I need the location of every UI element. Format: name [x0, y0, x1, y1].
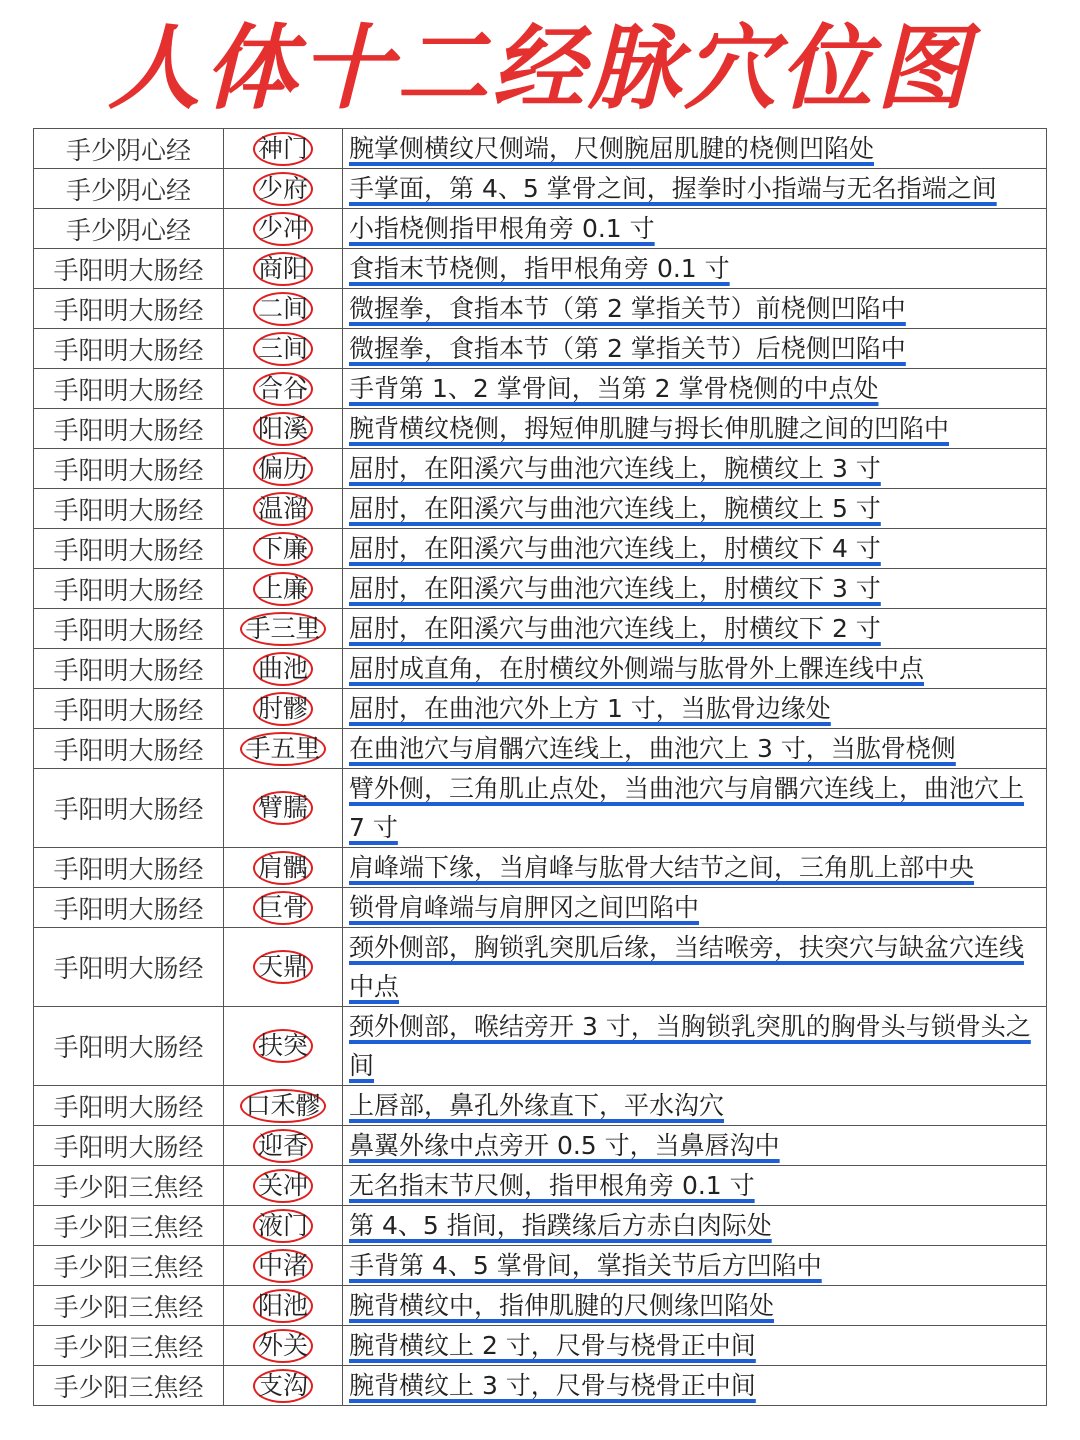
meridian-cell: 手少阳三焦经 [34, 1246, 224, 1286]
meridian-cell: 手阳明大肠经 [34, 769, 224, 848]
table-row [34, 289, 1047, 329]
meridian-cell: 手阳明大肠经 [34, 529, 224, 569]
acupoint-name: 支沟 [253, 1369, 313, 1403]
location-cell [343, 689, 1047, 729]
location-cell [343, 249, 1047, 289]
table-row [34, 1166, 1047, 1206]
acupoint-cell [224, 928, 343, 1007]
acupoint-name: 偏历 [253, 452, 313, 486]
acupoint-cell [224, 489, 343, 529]
location-text: 腕背横纹上 3 寸，尺骨与桡骨正中间 [349, 1371, 756, 1400]
location-cell [343, 329, 1047, 369]
location-cell [343, 928, 1047, 1007]
acupoint-cell [224, 689, 343, 729]
location-text: 手背第 4、5 掌骨间，掌指关节后方凹陷中 [349, 1251, 822, 1280]
location-cell [343, 169, 1047, 209]
acupoint-cell [224, 249, 343, 289]
table-row [34, 449, 1047, 489]
location-text: 鼻翼外缘中点旁开 0.5 寸，当鼻唇沟中 [349, 1131, 780, 1160]
location-cell [343, 369, 1047, 409]
acupoint-cell [224, 1286, 343, 1326]
table-row [34, 409, 1047, 449]
location-cell [343, 1007, 1047, 1086]
location-cell [343, 1166, 1047, 1206]
acupoint-name: 二间 [253, 292, 313, 326]
acupoint-name: 温溜 [253, 492, 313, 526]
location-cell [343, 769, 1047, 848]
table-row [34, 649, 1047, 689]
acupoint-cell [224, 729, 343, 769]
acupoint-name: 阳溪 [253, 412, 313, 446]
acupoint-cell [224, 1206, 343, 1246]
acupoint-cell [224, 329, 343, 369]
acupoint-name: 合谷 [253, 372, 313, 406]
meridian-cell: 手少阴心经 [34, 129, 224, 169]
acupoint-cell [224, 529, 343, 569]
location-text: 肩峰端下缘，当肩峰与肱骨大结节之间，三角肌上部中央 [349, 853, 975, 882]
acupoint-cell [224, 369, 343, 409]
table-row [34, 369, 1047, 409]
meridian-cell: 手阳明大肠经 [34, 609, 224, 649]
meridian-cell: 手阳明大肠经 [34, 689, 224, 729]
location-cell [343, 209, 1047, 249]
location-text: 颈外侧部，喉结旁开 3 寸，当胸锁乳突肌的胸骨头与锁骨头之间 [349, 1012, 1031, 1080]
acupoint-cell [224, 1086, 343, 1126]
acupoint-name: 手三里 [240, 612, 325, 646]
acupoint-name: 肘髎 [253, 692, 313, 726]
acupoint-name: 阳池 [253, 1289, 313, 1323]
table-row [34, 848, 1047, 888]
acupoint-name: 少冲 [253, 212, 313, 246]
table-row [34, 1086, 1047, 1126]
location-text: 臂外侧，三角肌止点处，当曲池穴与肩髃穴连线上，曲池穴上 7 寸 [349, 774, 1025, 842]
location-cell [343, 1086, 1047, 1126]
location-cell [343, 1126, 1047, 1166]
table-row [34, 689, 1047, 729]
acupoint-cell [224, 1326, 343, 1366]
table-row [34, 888, 1047, 928]
meridian-cell: 手少阴心经 [34, 209, 224, 249]
acupoint-name: 臂臑 [253, 791, 313, 825]
acupoint-name: 下廉 [253, 532, 313, 566]
location-cell [343, 129, 1047, 169]
acupoint-cell [224, 649, 343, 689]
acupoint-cell [224, 1126, 343, 1166]
location-cell [343, 1326, 1047, 1366]
acupoint-table-body [34, 129, 1047, 1406]
acupoint-name: 肩髃 [253, 851, 313, 885]
location-cell [343, 649, 1047, 689]
acupoint-name: 外关 [253, 1329, 313, 1363]
table-row [34, 529, 1047, 569]
location-text: 腕掌侧横纹尺侧端，尺侧腕屈肌腱的桡侧凹陷处 [349, 134, 875, 163]
acupoint-cell [224, 848, 343, 888]
table-row [34, 169, 1047, 209]
table-row [34, 1366, 1047, 1406]
location-text: 上唇部，鼻孔外缘直下，平水沟穴 [349, 1091, 725, 1120]
acupoint-name: 神门 [253, 132, 313, 166]
acupoint-cell [224, 888, 343, 928]
location-text: 锁骨肩峰端与肩胛冈之间凹陷中 [349, 893, 700, 922]
acupoint-cell [224, 609, 343, 649]
table-row [34, 249, 1047, 289]
meridian-cell: 手少阴心经 [34, 169, 224, 209]
acupoint-table [33, 128, 1047, 1406]
meridian-cell: 手阳明大肠经 [34, 888, 224, 928]
location-text: 腕背横纹上 2 寸，尺骨与桡骨正中间 [349, 1331, 756, 1360]
location-cell [343, 489, 1047, 529]
acupoint-name: 手五里 [240, 732, 325, 766]
table-row [34, 729, 1047, 769]
meridian-cell: 手少阳三焦经 [34, 1286, 224, 1326]
acupoint-cell [224, 1366, 343, 1406]
meridian-cell: 手阳明大肠经 [34, 249, 224, 289]
location-text: 食指末节桡侧，指甲根角旁 0.1 寸 [349, 254, 730, 283]
acupoint-name: 扶突 [253, 1029, 313, 1063]
meridian-cell: 手阳明大肠经 [34, 649, 224, 689]
location-text: 手背第 1、2 掌骨间，当第 2 掌骨桡侧的中点处 [349, 374, 879, 403]
location-cell [343, 569, 1047, 609]
location-text: 腕背横纹中，指伸肌腱的尺侧缘凹陷处 [349, 1291, 775, 1320]
location-cell [343, 1206, 1047, 1246]
acupoint-cell [224, 129, 343, 169]
page-title: 人体十二经脉穴位图 [107, 15, 972, 122]
meridian-cell: 手少阳三焦经 [34, 1366, 224, 1406]
table-row [34, 329, 1047, 369]
location-text: 屈肘，在阳溪穴与曲池穴连线上，肘横纹下 2 寸 [349, 614, 881, 643]
table-row [34, 489, 1047, 529]
meridian-cell: 手阳明大肠经 [34, 489, 224, 529]
location-text: 屈肘成直角，在肘横纹外侧端与肱骨外上髁连线中点 [349, 654, 925, 683]
acupoint-name: 上廉 [253, 572, 313, 606]
acupoint-cell [224, 409, 343, 449]
acupoint-name: 口禾髎 [240, 1089, 325, 1123]
acupoint-name: 少府 [253, 172, 313, 206]
table-row [34, 928, 1047, 1007]
location-text: 无名指末节尺侧，指甲根角旁 0.1 寸 [349, 1171, 755, 1200]
meridian-cell: 手少阳三焦经 [34, 1206, 224, 1246]
location-text: 颈外侧部，胸锁乳突肌后缘，当结喉旁，扶突穴与缺盆穴连线中点 [349, 933, 1025, 1001]
table-row [34, 609, 1047, 649]
location-text: 屈肘，在阳溪穴与曲池穴连线上，肘横纹下 3 寸 [349, 574, 881, 603]
location-text: 小指桡侧指甲根角旁 0.1 寸 [349, 214, 655, 243]
acupoint-cell [224, 569, 343, 609]
location-text: 微握拳，食指本节（第 2 掌指关节）前桡侧凹陷中 [349, 294, 906, 323]
meridian-cell: 手阳明大肠经 [34, 848, 224, 888]
table-row [34, 1246, 1047, 1286]
table-row [34, 1326, 1047, 1366]
location-cell [343, 729, 1047, 769]
location-text: 屈肘，在阳溪穴与曲池穴连线上，腕横纹上 3 寸 [349, 454, 881, 483]
location-text: 屈肘，在阳溪穴与曲池穴连线上，肘横纹下 4 寸 [349, 534, 881, 563]
location-cell [343, 1246, 1047, 1286]
acupoint-name: 商阳 [253, 252, 313, 286]
acupoint-name: 关冲 [253, 1169, 313, 1203]
location-cell [343, 1286, 1047, 1326]
acupoint-cell [224, 289, 343, 329]
location-cell [343, 449, 1047, 489]
acupoint-cell [224, 209, 343, 249]
meridian-cell: 手阳明大肠经 [34, 569, 224, 609]
table-row [34, 769, 1047, 848]
location-cell [343, 888, 1047, 928]
acupoint-name: 液门 [253, 1209, 313, 1243]
location-text: 在曲池穴与肩髃穴连线上，曲池穴上 3 寸，当肱骨桡侧 [349, 734, 956, 763]
location-cell [343, 609, 1047, 649]
acupoint-cell [224, 449, 343, 489]
location-text: 微握拳，食指本节（第 2 掌指关节）后桡侧凹陷中 [349, 334, 906, 363]
meridian-cell: 手阳明大肠经 [34, 1126, 224, 1166]
acupoint-cell [224, 169, 343, 209]
location-cell [343, 529, 1047, 569]
table-row [34, 1007, 1047, 1086]
meridian-cell: 手阳明大肠经 [34, 1007, 224, 1086]
acupoint-cell [224, 1166, 343, 1206]
location-cell [343, 289, 1047, 329]
table-row [34, 1206, 1047, 1246]
acupoint-name: 曲池 [253, 652, 313, 686]
table-row [34, 1286, 1047, 1326]
acupoint-name: 天鼎 [253, 950, 313, 984]
meridian-cell: 手阳明大肠经 [34, 928, 224, 1007]
location-cell [343, 409, 1047, 449]
meridian-cell: 手阳明大肠经 [34, 329, 224, 369]
table-row [34, 1126, 1047, 1166]
location-text: 屈肘，在曲池穴外上方 1 寸，当肱骨边缘处 [349, 694, 831, 723]
location-cell [343, 848, 1047, 888]
acupoint-name: 巨骨 [253, 891, 313, 925]
acupoint-cell [224, 1007, 343, 1086]
meridian-cell: 手阳明大肠经 [34, 369, 224, 409]
meridian-cell: 手少阳三焦经 [34, 1166, 224, 1206]
table-row [34, 129, 1047, 169]
meridian-cell: 手阳明大肠经 [34, 289, 224, 329]
table-row [34, 569, 1047, 609]
acupoint-cell [224, 1246, 343, 1286]
meridian-cell: 手阳明大肠经 [34, 449, 224, 489]
acupoint-name: 三间 [253, 332, 313, 366]
location-text: 屈肘，在阳溪穴与曲池穴连线上，腕横纹上 5 寸 [349, 494, 881, 523]
meridian-cell: 手少阳三焦经 [34, 1326, 224, 1366]
location-text: 腕背横纹桡侧，拇短伸肌腱与拇长伸肌腱之间的凹陷中 [349, 414, 950, 443]
location-text: 手掌面，第 4、5 掌骨之间，握拳时小指端与无名指端之间 [349, 174, 997, 203]
meridian-cell: 手阳明大肠经 [34, 409, 224, 449]
acupoint-name: 中渚 [253, 1249, 313, 1283]
acupoint-name: 迎香 [253, 1129, 313, 1163]
acupoint-cell [224, 769, 343, 848]
location-cell [343, 1366, 1047, 1406]
meridian-cell: 手阳明大肠经 [34, 729, 224, 769]
location-text: 第 4、5 指间，指蹼缘后方赤白肉际处 [349, 1211, 772, 1240]
meridian-cell: 手阳明大肠经 [34, 1086, 224, 1126]
table-row [34, 209, 1047, 249]
